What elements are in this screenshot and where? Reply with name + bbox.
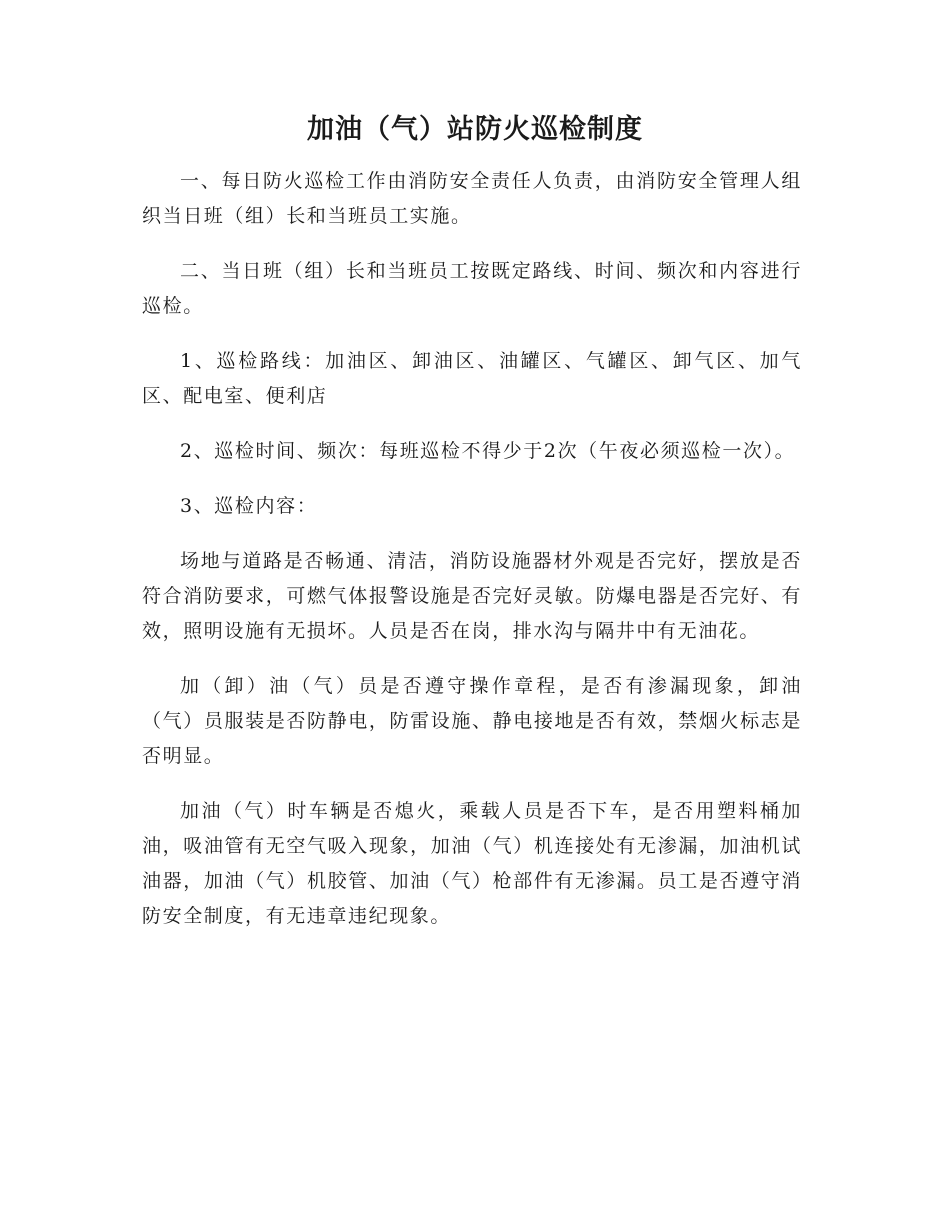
paragraph-inspection-route: 1、巡检路线：加油区、卸油区、油罐区、气罐区、卸气区、加气区、配电室、便利店 [142, 350, 802, 407]
paragraph-site-check: 场地与道路是否畅通、清洁，消防设施器材外观是否完好，摆放是否符合消防要求，可燃气体报警设施是否完好灵敏。防爆电器是否完好、有效，照明设施有无损坏。人员是否在岗，排水沟与隔井中有无油花。 [142, 550, 802, 642]
paragraph-refueling-check: 加油（气）时车辆是否熄火，乘载人员是否下车，是否用塑料桶加油，吸油管有无空气吸入现象，加油（气）机连接处有无渗漏，加油机试油器，加油（气）机胶管、加油（气）枪部件有无渗漏。员工是否遵守消防安全制度，有无违章违纪现象。 [142, 800, 802, 927]
paragraph-responsibility: 一、每日防火巡检工作由消防安全责任人负责，由消防安全管理人组织当日班（组）长和当班员工实施。 [142, 170, 802, 227]
paragraph-inspection-method: 二、当日班（组）长和当班员工按既定路线、时间、频次和内容进行巡检。 [142, 260, 802, 317]
paragraph-inspection-content-heading: 3、巡检内容： [180, 495, 318, 517]
paragraph-inspection-frequency: 2、巡检时间、频次：每班巡检不得少于2次（午夜必须巡检一次）。 [180, 440, 796, 462]
paragraph-operator-check: 加（卸）油（气）员是否遵守操作章程，是否有渗漏现象，卸油（气）员服装是否防静电，防雷设施、静电接地是否有效，禁烟火标志是否明显。 [142, 675, 802, 767]
document-title: 加油（气）站防火巡检制度 [307, 114, 643, 145]
document-body [142, 164, 802, 954]
